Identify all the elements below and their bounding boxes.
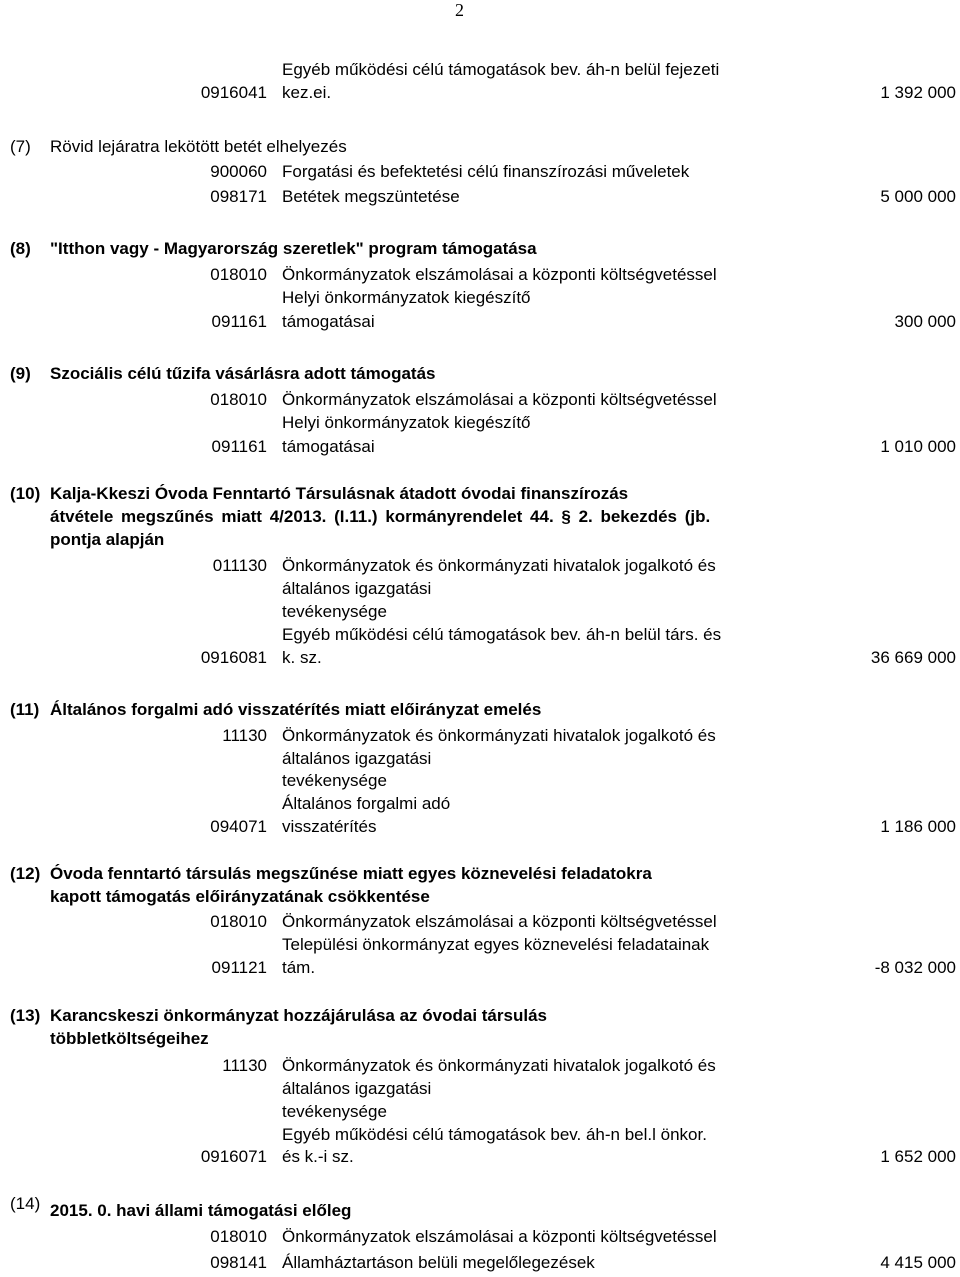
- item-code: 018010: [210, 265, 267, 284]
- item-text: Önkormányzatok és önkormányzati hivatalok jogalkotó és: [282, 556, 716, 575]
- item-text: Helyi önkormányzatok kiegészítő: [282, 413, 531, 432]
- item-code: 0916071: [200, 1147, 267, 1166]
- item-text: Forgatási és befektetési célú finanszírozási műveletek: [282, 162, 690, 181]
- section-title-line: többletköltségeihez: [50, 1029, 209, 1048]
- item-text: Általános forgalmi adó: [282, 794, 451, 813]
- item-amount: -8 032 000: [874, 958, 956, 977]
- item-text: Betétek megszüntetése: [282, 187, 460, 206]
- item-code: 11130: [222, 1056, 267, 1075]
- item-code: 091161: [211, 437, 267, 456]
- item-text: visszatérítés: [282, 817, 377, 836]
- section-title: "Itthon vagy - Magyarország szeretlek" program támogatása: [50, 239, 537, 258]
- section-heading: [10, 700, 541, 720]
- item-code: 0916041: [200, 83, 267, 102]
- section-title: Óvoda fenntartó társulás megszűnése miatt egyes köznevelési feladatokra: [50, 864, 652, 883]
- item-amount: 1 186 000: [880, 817, 956, 836]
- item-text: Települési önkormányzat egyes köznevelési feladatainak: [282, 935, 710, 954]
- item-code: 091161: [211, 312, 267, 331]
- section-heading: [10, 1006, 547, 1026]
- section-number: (12): [10, 864, 41, 883]
- section-number: (8): [10, 239, 31, 258]
- section-heading: [10, 864, 652, 884]
- item-text: kez.ei.: [282, 83, 332, 102]
- section-number: (13): [10, 1006, 41, 1025]
- item-text: általános igazgatási: [282, 1079, 432, 1098]
- page-number: 2: [455, 0, 464, 20]
- item-text: Önkormányzatok elszámolásai a központi költségvetéssel: [282, 912, 717, 931]
- section-title: Szociális célú tűzifa vásárlásra adott támogatás: [50, 364, 436, 383]
- section-number: (7): [10, 137, 31, 156]
- section-heading: [10, 239, 537, 259]
- section-heading: [10, 137, 347, 157]
- item-text: általános igazgatási: [282, 579, 432, 598]
- item-code: 018010: [210, 912, 267, 931]
- item-text: általános igazgatási: [282, 749, 432, 768]
- item-text: tevékenysége: [282, 602, 387, 621]
- item-amount: 36 669 000: [870, 648, 956, 667]
- section-title: Általános forgalmi adó visszatérítés miatt előirányzat emelés: [50, 700, 542, 719]
- item-text: és k.-i sz.: [282, 1147, 354, 1166]
- item-text: Önkormányzatok elszámolásai a központi költségvetéssel: [282, 390, 717, 409]
- item-code: 098171: [210, 187, 267, 206]
- item-text: Egyéb működési célú támogatások bev. áh-n bel.l önkor.: [282, 1125, 707, 1144]
- item-text: Önkormányzatok és önkormányzati hivatalok jogalkotó és: [282, 1056, 716, 1075]
- section-number: (14): [10, 1194, 41, 1213]
- item-text: tevékenysége: [282, 771, 387, 790]
- item-code: 018010: [210, 390, 267, 409]
- section-title: Karancskeszi önkormányzat hozzájárulása az óvodai társulás: [50, 1006, 547, 1025]
- item-text: Egyéb működési célú támogatások bev. áh-n belül társ. és: [282, 625, 722, 644]
- section-title: Kalja-Kkeszi Óvoda Fenntartó Társulásnak átadott óvodai finanszírozás: [50, 484, 629, 503]
- item-text: Államháztartáson belüli megelőlegezések: [282, 1253, 595, 1272]
- item-text: k. sz.: [282, 648, 322, 667]
- item-code: 091121: [211, 958, 267, 977]
- item-text: támogatásai: [282, 437, 375, 456]
- item-code: 11130: [222, 726, 267, 745]
- item-text: tevékenysége: [282, 1102, 387, 1121]
- item-code: 011130: [212, 556, 267, 575]
- item-text: Helyi önkormányzatok kiegészítő: [282, 288, 531, 307]
- section-heading: [10, 364, 435, 384]
- item-text: Önkormányzatok elszámolásai a központi költségvetéssel: [282, 1227, 717, 1246]
- section-title: Rövid lejáratra lekötött betét elhelyezés: [50, 137, 347, 156]
- item-text: Önkormányzatok és önkormányzati hivatalok jogalkotó és: [282, 726, 716, 745]
- item-code: 098141: [210, 1253, 267, 1272]
- item-text: Önkormányzatok elszámolásai a központi költségvetéssel: [282, 265, 717, 284]
- item-amount: 1 010 000: [880, 437, 956, 456]
- section-title-line: kapott támogatás előirányzatának csökkentése: [50, 887, 430, 906]
- section-title-line: pontja alapján: [50, 530, 165, 549]
- item-code: 900060: [210, 162, 267, 181]
- item-amount: 1 652 000: [880, 1147, 956, 1166]
- item-text: tám.: [282, 958, 316, 977]
- item-text: Egyéb működési célú támogatások bev. áh-n belül fejezeti: [282, 60, 720, 79]
- section-title-line: átvétele megszűnés miatt 4/2013. (I.11.) kormányrendelet 44. § 2. bekezdés (jb.: [50, 507, 711, 526]
- item-amount: 4 415 000: [880, 1253, 956, 1272]
- item-amount: 5 000 000: [880, 187, 956, 206]
- section-title: 2015. 0. havi állami támogatási előleg: [50, 1201, 352, 1220]
- item-amount: 300 000: [894, 312, 956, 331]
- item-code: 018010: [210, 1227, 267, 1246]
- item-code: 094071: [210, 817, 267, 836]
- item-text: támogatásai: [282, 312, 375, 331]
- section-number: (9): [10, 364, 31, 383]
- item-amount: 1 392 000: [880, 83, 956, 102]
- section-heading: [10, 484, 628, 504]
- item-code: 0916081: [200, 648, 267, 667]
- section-number: (10): [10, 484, 41, 503]
- section-number: (11): [10, 700, 40, 719]
